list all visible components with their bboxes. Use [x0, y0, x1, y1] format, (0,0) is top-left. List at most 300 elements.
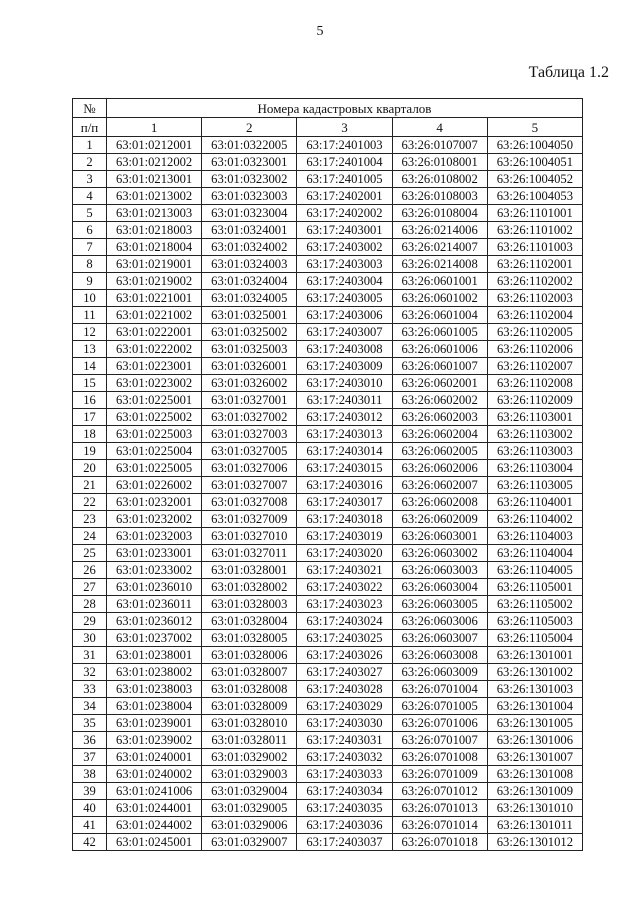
row-number-cell: 37 — [73, 749, 107, 766]
cadastral-number-cell: 63:01:0221002 — [107, 307, 202, 324]
row-number-cell: 3 — [73, 171, 107, 188]
header-row-bottom — [73, 118, 583, 137]
table-row — [73, 409, 583, 426]
cadastral-number-cell: 63:26:1301002 — [487, 664, 582, 681]
cadastral-number-cell: 63:26:1105002 — [487, 596, 582, 613]
cadastral-number-cell: 63:17:2403017 — [297, 494, 392, 511]
cadastral-number-cell: 63:01:0328011 — [202, 732, 297, 749]
cadastral-number-cell: 63:17:2403024 — [297, 613, 392, 630]
cadastral-number-cell: 63:26:1301005 — [487, 715, 582, 732]
cadastral-number-cell: 63:01:0327011 — [202, 545, 297, 562]
cadastral-number-cell: 63:01:0221001 — [107, 290, 202, 307]
cadastral-number-cell: 63:17:2403033 — [297, 766, 392, 783]
table-row — [73, 188, 583, 205]
cadastral-number-cell: 63:01:0327006 — [202, 460, 297, 477]
column-header-4: 4 — [392, 118, 487, 137]
table-row — [73, 613, 583, 630]
cadastral-number-cell: 63:17:2403030 — [297, 715, 392, 732]
cadastral-number-cell: 63:01:0218004 — [107, 239, 202, 256]
cadastral-number-cell: 63:01:0328009 — [202, 698, 297, 715]
table-header — [73, 99, 583, 137]
cadastral-number-cell: 63:17:2403008 — [297, 341, 392, 358]
cadastral-number-cell: 63:26:0108001 — [392, 154, 487, 171]
table-row — [73, 732, 583, 749]
row-number-cell: 36 — [73, 732, 107, 749]
cadastral-number-cell: 63:01:0236011 — [107, 596, 202, 613]
column-header-3: 3 — [297, 118, 392, 137]
cadastral-number-cell: 63:26:0602009 — [392, 511, 487, 528]
cadastral-number-cell: 63:26:0603006 — [392, 613, 487, 630]
cadastral-number-cell: 63:01:0327010 — [202, 528, 297, 545]
cadastral-number-cell: 63:17:2403006 — [297, 307, 392, 324]
cadastral-number-cell: 63:01:0212002 — [107, 154, 202, 171]
row-number-cell: 6 — [73, 222, 107, 239]
cadastral-number-cell: 63:17:2403016 — [297, 477, 392, 494]
cadastral-number-cell: 63:26:0701013 — [392, 800, 487, 817]
cadastral-number-cell: 63:01:0328005 — [202, 630, 297, 647]
cadastral-number-cell: 63:17:2403002 — [297, 239, 392, 256]
cadastral-number-cell: 63:17:2402001 — [297, 188, 392, 205]
cadastral-number-cell: 63:01:0232002 — [107, 511, 202, 528]
cadastral-number-cell: 63:17:2401005 — [297, 171, 392, 188]
cadastral-number-cell: 63:26:1104004 — [487, 545, 582, 562]
cadastral-number-cell: 63:01:0225001 — [107, 392, 202, 409]
cadastral-number-cell: 63:26:0108002 — [392, 171, 487, 188]
cadastral-number-cell: 63:17:2403015 — [297, 460, 392, 477]
cadastral-number-cell: 63:01:0328010 — [202, 715, 297, 732]
cadastral-number-cell: 63:01:0325002 — [202, 324, 297, 341]
group-title-header: Номера кадастровых кварталов — [107, 99, 583, 118]
cadastral-number-cell: 63:01:0327009 — [202, 511, 297, 528]
row-number-cell: 17 — [73, 409, 107, 426]
cadastral-number-cell: 63:26:0603009 — [392, 664, 487, 681]
cadastral-number-cell: 63:17:2403012 — [297, 409, 392, 426]
table-row — [73, 460, 583, 477]
cadastral-number-cell: 63:01:0225004 — [107, 443, 202, 460]
row-number-cell: 16 — [73, 392, 107, 409]
cadastral-number-cell: 63:01:0327005 — [202, 443, 297, 460]
cadastral-number-cell: 63:26:0602007 — [392, 477, 487, 494]
table-row — [73, 800, 583, 817]
cadastral-number-cell: 63:26:0214008 — [392, 256, 487, 273]
row-number-cell: 26 — [73, 562, 107, 579]
table-row — [73, 681, 583, 698]
table-row — [73, 154, 583, 171]
cadastral-number-cell: 63:17:2403028 — [297, 681, 392, 698]
cadastral-number-cell: 63:01:0328006 — [202, 647, 297, 664]
cadastral-number-cell: 63:26:1301011 — [487, 817, 582, 834]
cadastral-number-cell: 63:17:2403003 — [297, 256, 392, 273]
cadastral-number-cell: 63:17:2403004 — [297, 273, 392, 290]
row-number-cell: 33 — [73, 681, 107, 698]
header-row-top — [73, 99, 583, 118]
cadastral-number-cell: 63:26:1105003 — [487, 613, 582, 630]
cadastral-number-cell: 63:26:1103001 — [487, 409, 582, 426]
cadastral-number-cell: 63:26:1301010 — [487, 800, 582, 817]
cadastral-number-cell: 63:01:0322005 — [202, 137, 297, 154]
cadastral-number-cell: 63:26:1301012 — [487, 834, 582, 851]
table-row — [73, 579, 583, 596]
cadastral-number-cell: 63:01:0240001 — [107, 749, 202, 766]
cadastral-number-cell: 63:26:0602008 — [392, 494, 487, 511]
cadastral-number-cell: 63:26:1301007 — [487, 749, 582, 766]
cadastral-number-cell: 63:01:0237002 — [107, 630, 202, 647]
cadastral-number-cell: 63:26:0108003 — [392, 188, 487, 205]
table-row — [73, 647, 583, 664]
cadastral-number-cell: 63:01:0219001 — [107, 256, 202, 273]
row-number-cell: 20 — [73, 460, 107, 477]
cadastral-number-cell: 63:01:0324002 — [202, 239, 297, 256]
cadastral-number-cell: 63:17:2403014 — [297, 443, 392, 460]
cadastral-number-cell: 63:01:0236012 — [107, 613, 202, 630]
cadastral-number-cell: 63:26:1102001 — [487, 256, 582, 273]
cadastral-number-cell: 63:17:2403021 — [297, 562, 392, 579]
table-row — [73, 817, 583, 834]
row-number-cell: 8 — [73, 256, 107, 273]
cadastral-number-cell: 63:26:0603001 — [392, 528, 487, 545]
row-number-cell: 10 — [73, 290, 107, 307]
cadastral-number-cell: 63:26:1301001 — [487, 647, 582, 664]
cadastral-number-cell: 63:01:0324003 — [202, 256, 297, 273]
cadastral-number-cell: 63:01:0223002 — [107, 375, 202, 392]
cadastral-number-cell: 63:26:1102003 — [487, 290, 582, 307]
row-number-cell: 13 — [73, 341, 107, 358]
table-caption: Таблица 1.2 — [528, 64, 609, 81]
cadastral-number-cell: 63:26:1104001 — [487, 494, 582, 511]
cadastral-number-cell: 63:17:2403036 — [297, 817, 392, 834]
cadastral-number-cell: 63:26:0603004 — [392, 579, 487, 596]
table-row — [73, 783, 583, 800]
cadastral-number-cell: 63:17:2403009 — [297, 358, 392, 375]
cadastral-number-cell: 63:26:0603003 — [392, 562, 487, 579]
cadastral-number-cell: 63:01:0325001 — [202, 307, 297, 324]
cadastral-number-cell: 63:26:0603007 — [392, 630, 487, 647]
row-number-cell: 40 — [73, 800, 107, 817]
row-number-cell: 34 — [73, 698, 107, 715]
cadastral-number-cell: 63:01:0329005 — [202, 800, 297, 817]
table-row — [73, 222, 583, 239]
cadastral-number-cell: 63:01:0213002 — [107, 188, 202, 205]
cadastral-number-cell: 63:01:0222002 — [107, 341, 202, 358]
cadastral-number-cell: 63:26:1102002 — [487, 273, 582, 290]
cadastral-number-cell: 63:26:1102004 — [487, 307, 582, 324]
cadastral-number-cell: 63:26:0214006 — [392, 222, 487, 239]
cadastral-number-cell: 63:01:0329006 — [202, 817, 297, 834]
table-row — [73, 562, 583, 579]
cadastral-number-cell: 63:01:0326002 — [202, 375, 297, 392]
cadastral-number-cell: 63:26:0701004 — [392, 681, 487, 698]
cadastral-number-cell: 63:01:0238001 — [107, 647, 202, 664]
cadastral-number-cell: 63:26:1103005 — [487, 477, 582, 494]
row-number-cell: 21 — [73, 477, 107, 494]
row-number-cell: 35 — [73, 715, 107, 732]
cadastral-number-cell: 63:01:0219002 — [107, 273, 202, 290]
cadastral-number-cell: 63:26:0602001 — [392, 375, 487, 392]
cadastral-number-cell: 63:26:0601002 — [392, 290, 487, 307]
cadastral-number-cell: 63:26:1101001 — [487, 205, 582, 222]
cadastral-number-cell: 63:26:0701012 — [392, 783, 487, 800]
row-number-cell: 14 — [73, 358, 107, 375]
cadastral-number-cell: 63:01:0232001 — [107, 494, 202, 511]
table-row — [73, 375, 583, 392]
cadastral-number-cell: 63:01:0328007 — [202, 664, 297, 681]
cadastral-number-cell: 63:26:0108004 — [392, 205, 487, 222]
cadastral-number-cell: 63:26:1101003 — [487, 239, 582, 256]
table-row — [73, 494, 583, 511]
cadastral-number-cell: 63:01:0222001 — [107, 324, 202, 341]
num-header-top: № — [73, 99, 107, 118]
row-number-cell: 15 — [73, 375, 107, 392]
cadastral-number-cell: 63:01:0327007 — [202, 477, 297, 494]
table-row — [73, 239, 583, 256]
cadastral-number-cell: 63:26:0601001 — [392, 273, 487, 290]
row-number-cell: 4 — [73, 188, 107, 205]
cadastral-number-cell: 63:17:2403027 — [297, 664, 392, 681]
cadastral-number-cell: 63:01:0323002 — [202, 171, 297, 188]
cadastral-number-cell: 63:26:1004053 — [487, 188, 582, 205]
cadastral-number-cell: 63:26:0701018 — [392, 834, 487, 851]
cadastral-number-cell: 63:01:0328002 — [202, 579, 297, 596]
cadastral-number-cell: 63:01:0327003 — [202, 426, 297, 443]
cadastral-number-cell: 63:26:1104003 — [487, 528, 582, 545]
row-number-cell: 32 — [73, 664, 107, 681]
cadastral-number-cell: 63:01:0328003 — [202, 596, 297, 613]
row-number-cell: 38 — [73, 766, 107, 783]
table-row — [73, 834, 583, 851]
cadastral-number-cell: 63:26:0603008 — [392, 647, 487, 664]
cadastral-number-cell: 63:17:2403019 — [297, 528, 392, 545]
cadastral-number-cell: 63:01:0233002 — [107, 562, 202, 579]
cadastral-number-cell: 63:17:2403031 — [297, 732, 392, 749]
cadastral-number-cell: 63:17:2403035 — [297, 800, 392, 817]
cadastral-number-cell: 63:26:0701009 — [392, 766, 487, 783]
cadastral-number-cell: 63:26:0601005 — [392, 324, 487, 341]
cadastral-number-cell: 63:26:1102005 — [487, 324, 582, 341]
cadastral-number-cell: 63:17:2403026 — [297, 647, 392, 664]
cadastral-number-cell: 63:26:1103004 — [487, 460, 582, 477]
cadastral-number-cell: 63:17:2403013 — [297, 426, 392, 443]
row-number-cell: 23 — [73, 511, 107, 528]
cadastral-number-cell: 63:26:1105004 — [487, 630, 582, 647]
cadastral-number-cell: 63:26:0601007 — [392, 358, 487, 375]
cadastral-number-cell: 63:01:0245001 — [107, 834, 202, 851]
cadastral-number-cell: 63:01:0328004 — [202, 613, 297, 630]
table-row — [73, 205, 583, 222]
cadastral-number-cell: 63:26:0602004 — [392, 426, 487, 443]
table-row — [73, 528, 583, 545]
table-row — [73, 698, 583, 715]
cadastral-number-cell: 63:01:0324005 — [202, 290, 297, 307]
cadastral-number-cell: 63:01:0324004 — [202, 273, 297, 290]
row-number-cell: 24 — [73, 528, 107, 545]
cadastral-number-cell: 63:01:0232003 — [107, 528, 202, 545]
cadastral-number-cell: 63:26:1301003 — [487, 681, 582, 698]
table-row — [73, 392, 583, 409]
cadastral-number-cell: 63:26:1104002 — [487, 511, 582, 528]
cadastral-number-cell: 63:01:0223001 — [107, 358, 202, 375]
cadastral-number-cell: 63:01:0238004 — [107, 698, 202, 715]
row-number-cell: 22 — [73, 494, 107, 511]
cadastral-number-cell: 63:26:0701008 — [392, 749, 487, 766]
cadastral-number-cell: 63:01:0239002 — [107, 732, 202, 749]
table-row — [73, 766, 583, 783]
cadastral-number-cell: 63:26:1301006 — [487, 732, 582, 749]
cadastral-number-cell: 63:01:0212001 — [107, 137, 202, 154]
table-row — [73, 273, 583, 290]
cadastral-number-cell: 63:01:0236010 — [107, 579, 202, 596]
table-row — [73, 715, 583, 732]
cadastral-number-cell: 63:26:1105001 — [487, 579, 582, 596]
cadastral-quarters-table — [72, 98, 583, 851]
table-row — [73, 426, 583, 443]
cadastral-number-cell: 63:01:0327001 — [202, 392, 297, 409]
cadastral-number-cell: 63:17:2403034 — [297, 783, 392, 800]
row-number-cell: 27 — [73, 579, 107, 596]
cadastral-number-cell: 63:17:2402002 — [297, 205, 392, 222]
cadastral-number-cell: 63:26:0701005 — [392, 698, 487, 715]
cadastral-number-cell: 63:17:2403020 — [297, 545, 392, 562]
cadastral-number-cell: 63:26:0602002 — [392, 392, 487, 409]
cadastral-number-cell: 63:26:0602005 — [392, 443, 487, 460]
cadastral-number-cell: 63:26:1103003 — [487, 443, 582, 460]
cadastral-number-cell: 63:01:0323003 — [202, 188, 297, 205]
cadastral-number-cell: 63:01:0213003 — [107, 205, 202, 222]
table-row — [73, 545, 583, 562]
row-number-cell: 31 — [73, 647, 107, 664]
num-header-bottom: п/п — [73, 118, 107, 137]
cadastral-number-cell: 63:01:0329007 — [202, 834, 297, 851]
cadastral-number-cell: 63:26:1102009 — [487, 392, 582, 409]
cadastral-number-cell: 63:17:2403032 — [297, 749, 392, 766]
row-number-cell: 25 — [73, 545, 107, 562]
table-row — [73, 324, 583, 341]
table-row — [73, 358, 583, 375]
row-number-cell: 30 — [73, 630, 107, 647]
table-row — [73, 290, 583, 307]
table-body — [73, 137, 583, 851]
cadastral-number-cell: 63:01:0329002 — [202, 749, 297, 766]
page-number: 5 — [316, 24, 324, 39]
cadastral-number-cell: 63:01:0238003 — [107, 681, 202, 698]
cadastral-number-cell: 63:26:1301004 — [487, 698, 582, 715]
table-row — [73, 171, 583, 188]
cadastral-number-cell: 63:01:0325003 — [202, 341, 297, 358]
cadastral-number-cell: 63:26:1104005 — [487, 562, 582, 579]
cadastral-number-cell: 63:01:0327002 — [202, 409, 297, 426]
cadastral-number-cell: 63:01:0225005 — [107, 460, 202, 477]
cadastral-number-cell: 63:01:0225002 — [107, 409, 202, 426]
cadastral-number-cell: 63:01:0323001 — [202, 154, 297, 171]
cadastral-number-cell: 63:01:0329003 — [202, 766, 297, 783]
cadastral-number-cell: 63:26:1102007 — [487, 358, 582, 375]
row-number-cell: 12 — [73, 324, 107, 341]
cadastral-number-cell: 63:26:0603002 — [392, 545, 487, 562]
row-number-cell: 41 — [73, 817, 107, 834]
cadastral-number-cell: 63:01:0328008 — [202, 681, 297, 698]
cadastral-number-cell: 63:26:0701014 — [392, 817, 487, 834]
cadastral-number-cell: 63:17:2403001 — [297, 222, 392, 239]
cadastral-number-cell: 63:01:0241006 — [107, 783, 202, 800]
cadastral-number-cell: 63:01:0218003 — [107, 222, 202, 239]
cadastral-number-cell: 63:01:0244002 — [107, 817, 202, 834]
cadastral-number-cell: 63:26:0602006 — [392, 460, 487, 477]
row-number-cell: 42 — [73, 834, 107, 851]
row-number-cell: 39 — [73, 783, 107, 800]
cadastral-number-cell: 63:01:0244001 — [107, 800, 202, 817]
table-row — [73, 307, 583, 324]
cadastral-number-cell: 63:17:2403018 — [297, 511, 392, 528]
cadastral-number-cell: 63:26:1301008 — [487, 766, 582, 783]
cadastral-number-cell: 63:01:0324001 — [202, 222, 297, 239]
table-row — [73, 749, 583, 766]
cadastral-number-cell: 63:01:0239001 — [107, 715, 202, 732]
cadastral-number-cell: 63:17:2403005 — [297, 290, 392, 307]
table-row — [73, 511, 583, 528]
table-row — [73, 341, 583, 358]
row-number-cell: 5 — [73, 205, 107, 222]
row-number-cell: 1 — [73, 137, 107, 154]
cadastral-number-cell: 63:01:0329004 — [202, 783, 297, 800]
table-row — [73, 256, 583, 273]
cadastral-number-cell: 63:17:2403010 — [297, 375, 392, 392]
column-header-1: 1 — [107, 118, 202, 137]
cadastral-number-cell: 63:01:0238002 — [107, 664, 202, 681]
cadastral-number-cell: 63:17:2403037 — [297, 834, 392, 851]
cadastral-number-cell: 63:17:2403011 — [297, 392, 392, 409]
cadastral-number-cell: 63:26:1301009 — [487, 783, 582, 800]
row-number-cell: 2 — [73, 154, 107, 171]
cadastral-number-cell: 63:26:0601004 — [392, 307, 487, 324]
row-number-cell: 7 — [73, 239, 107, 256]
table-row — [73, 443, 583, 460]
cadastral-number-cell: 63:26:0603005 — [392, 596, 487, 613]
row-number-cell: 9 — [73, 273, 107, 290]
cadastral-number-cell: 63:26:1103002 — [487, 426, 582, 443]
cadastral-number-cell: 63:26:1102008 — [487, 375, 582, 392]
cadastral-number-cell: 63:17:2403029 — [297, 698, 392, 715]
column-header-2: 2 — [202, 118, 297, 137]
table-row — [73, 477, 583, 494]
table-row — [73, 137, 583, 154]
row-number-cell: 18 — [73, 426, 107, 443]
cadastral-number-cell: 63:26:0601006 — [392, 341, 487, 358]
cadastral-number-cell: 63:01:0225003 — [107, 426, 202, 443]
column-header-5: 5 — [487, 118, 582, 137]
cadastral-number-cell: 63:17:2401003 — [297, 137, 392, 154]
cadastral-number-cell: 63:26:0701007 — [392, 732, 487, 749]
table-row — [73, 664, 583, 681]
cadastral-number-cell: 63:26:1101002 — [487, 222, 582, 239]
cadastral-number-cell: 63:01:0327008 — [202, 494, 297, 511]
cadastral-number-cell: 63:17:2403022 — [297, 579, 392, 596]
cadastral-number-cell: 63:26:0214007 — [392, 239, 487, 256]
row-number-cell: 28 — [73, 596, 107, 613]
table-row — [73, 596, 583, 613]
cadastral-number-cell: 63:17:2403007 — [297, 324, 392, 341]
cadastral-number-cell: 63:01:0328001 — [202, 562, 297, 579]
cadastral-number-cell: 63:01:0323004 — [202, 205, 297, 222]
table-row — [73, 630, 583, 647]
cadastral-number-cell: 63:17:2403025 — [297, 630, 392, 647]
row-number-cell: 19 — [73, 443, 107, 460]
row-number-cell: 29 — [73, 613, 107, 630]
cadastral-number-cell: 63:01:0226002 — [107, 477, 202, 494]
cadastral-number-cell: 63:01:0233001 — [107, 545, 202, 562]
cadastral-number-cell: 63:01:0240002 — [107, 766, 202, 783]
cadastral-number-cell: 63:26:0602003 — [392, 409, 487, 426]
cadastral-number-cell: 63:26:1004051 — [487, 154, 582, 171]
cadastral-number-cell: 63:26:1004052 — [487, 171, 582, 188]
